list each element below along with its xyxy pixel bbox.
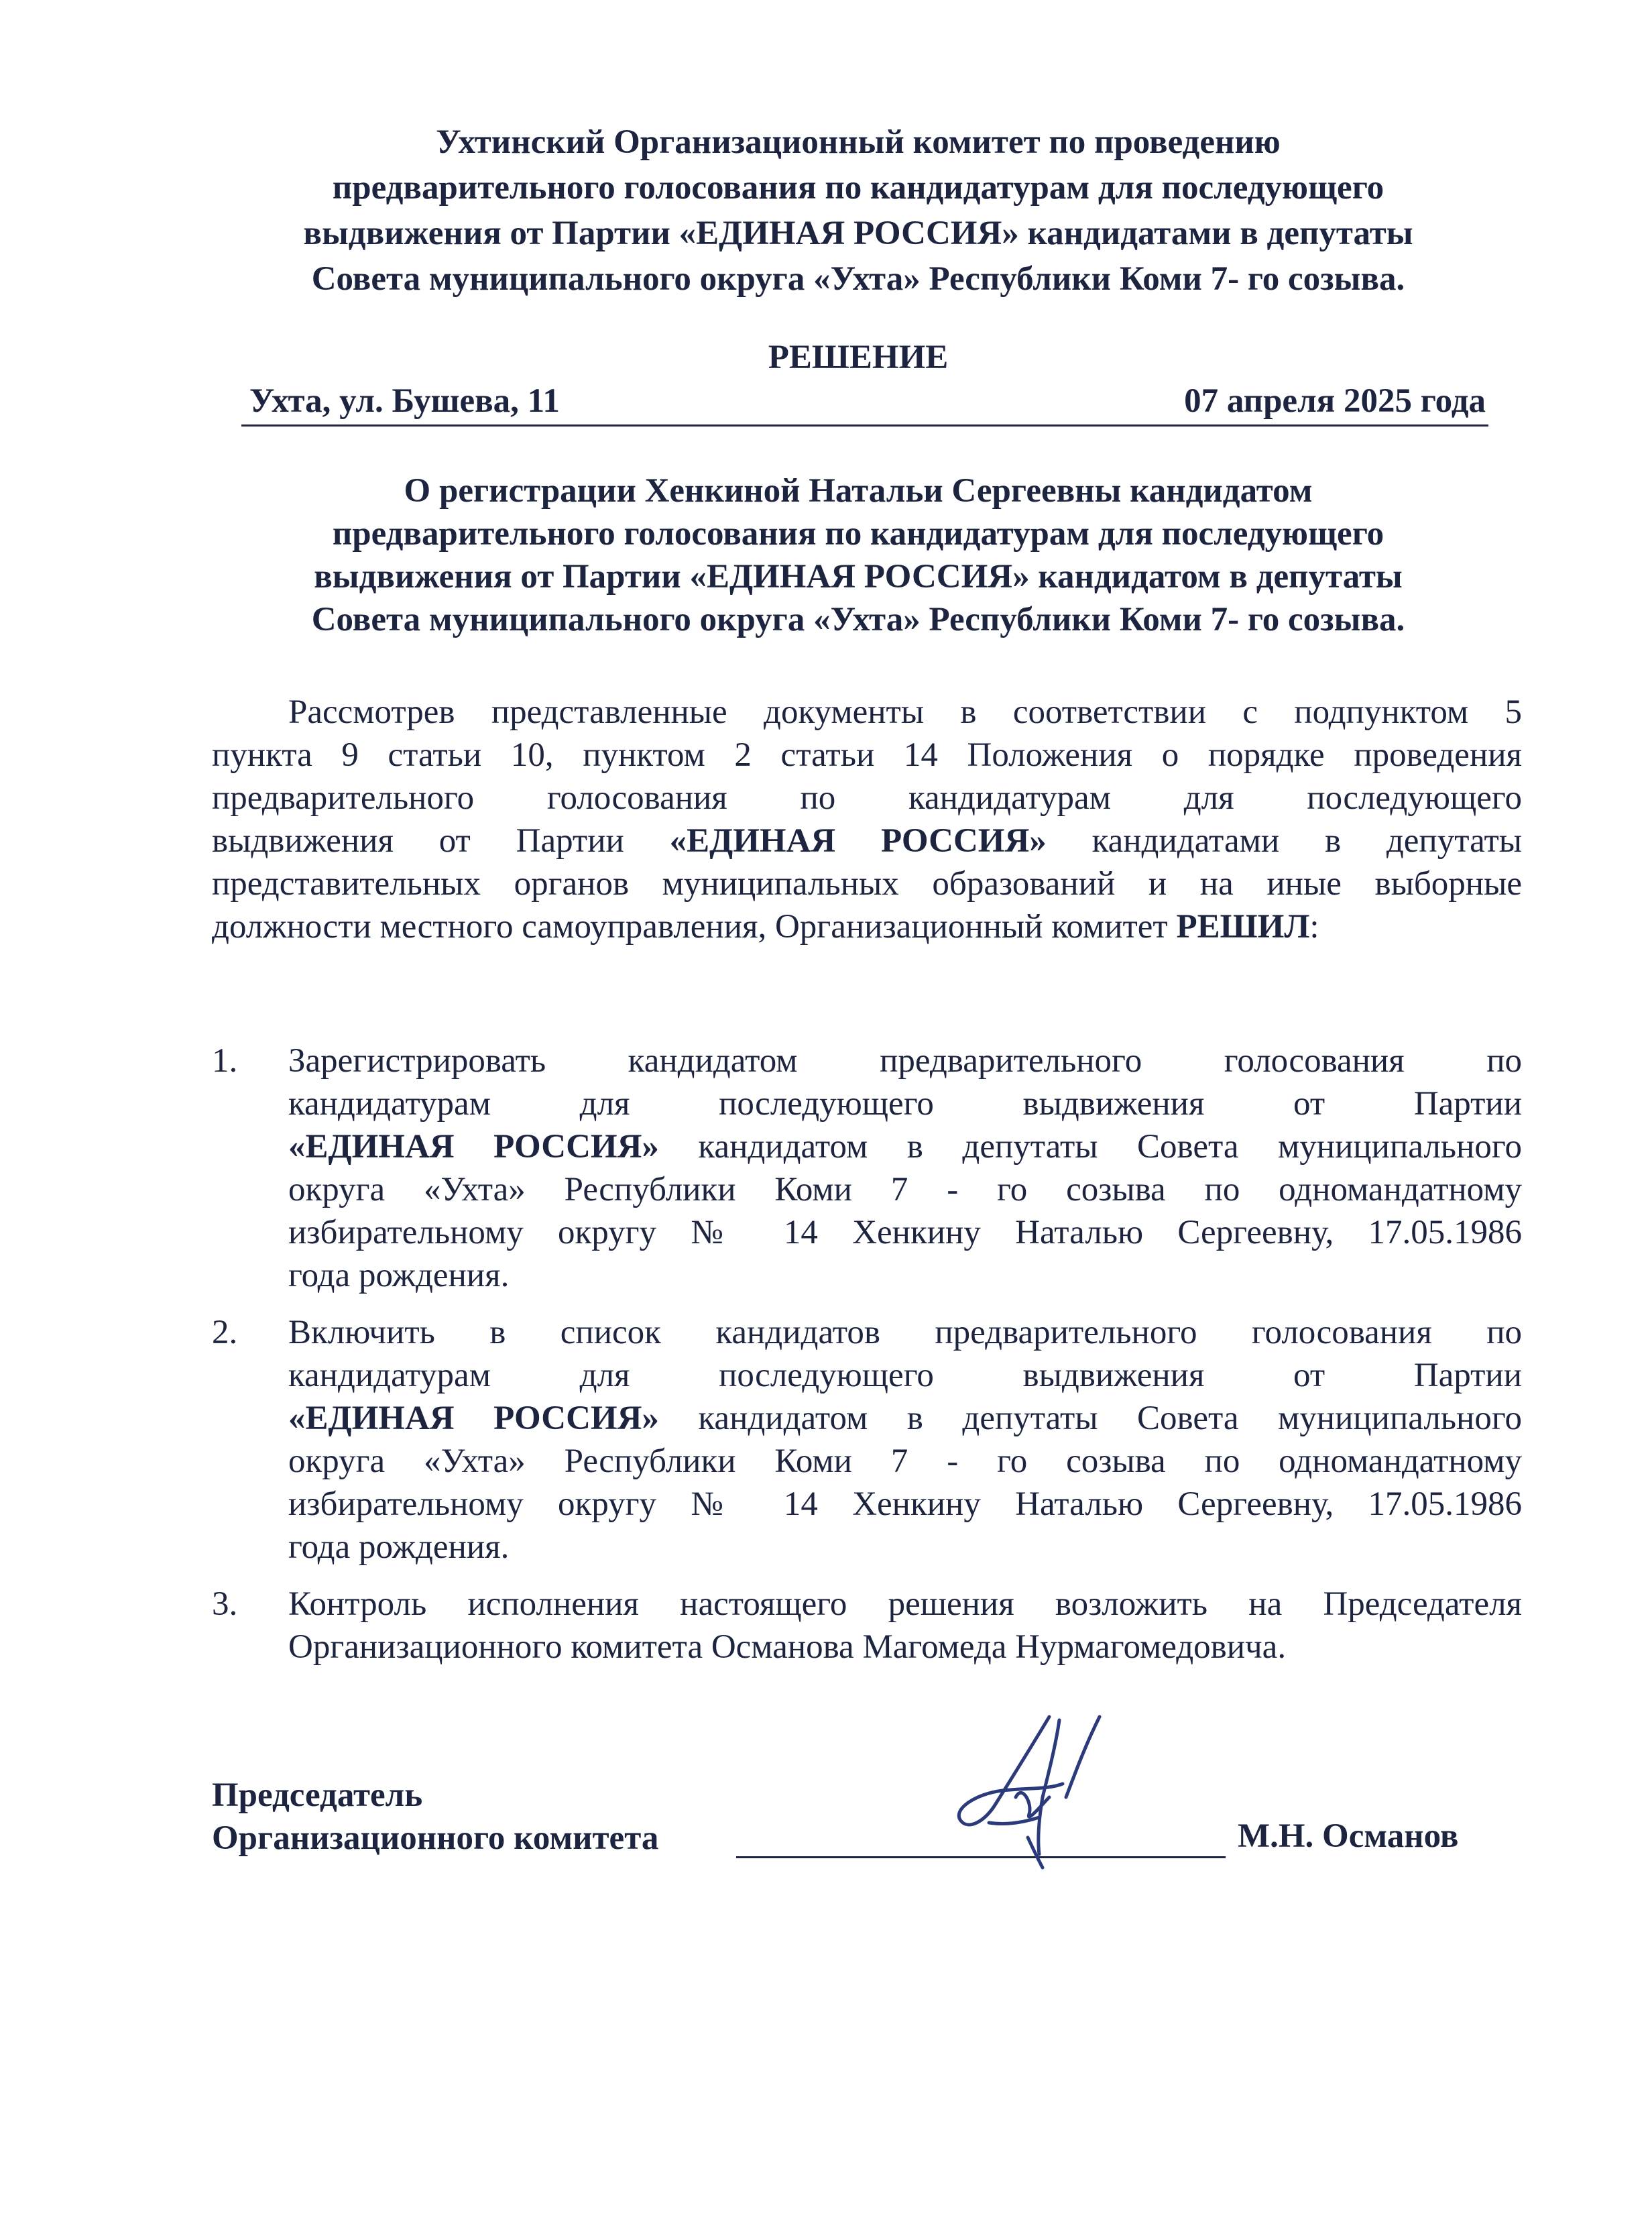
handwritten-signature <box>949 1703 1143 1884</box>
subject-line: предварительного голосования по кандидатурам для последующего <box>332 515 1384 553</box>
item-line: избирательному округу № 14 Хенкину Наталью Сергеевну, 17.05.1986 <box>288 1485 1522 1523</box>
item-line: Включить в список кандидатов предварительного голосования по <box>288 1314 1522 1351</box>
header-line: предварительного голосования по кандидатурам для последующего <box>332 169 1384 207</box>
subject-line: О регистрации Хенкиной Натальи Сергеевны кандидатом <box>404 472 1313 510</box>
signatory-title-line: Организационного комитета <box>212 1819 659 1857</box>
item-line: года рождения. <box>288 1257 510 1294</box>
preamble-line: выдвижения от Партии «ЕДИНАЯ РОССИЯ» кандидатами в депутаты <box>212 822 1522 860</box>
item-line: года рождения. <box>288 1528 510 1566</box>
item-text <box>288 1311 1522 1569</box>
item-line: Контроль исполнения настоящего решения возложить на Председателя <box>288 1585 1522 1623</box>
preamble-line: должности местного самоуправления, Организационный комитет РЕШИЛ: <box>212 908 1319 946</box>
decision-subject <box>201 469 1515 641</box>
decision-date: 07 апреля 2025 года <box>1184 382 1486 420</box>
organization-header <box>201 119 1515 302</box>
header-line: Ухтинский Организационный комитет по проведению <box>436 123 1281 161</box>
item-number: 3. <box>212 1585 238 1623</box>
item-line: кандидатурам для последующего выдвижения от Партии <box>288 1085 1522 1123</box>
preamble-line: представительных органов муниципальных образований и на иные выборные <box>212 865 1522 903</box>
header-line: выдвижения от Партии «ЕДИНАЯ РОССИЯ» кандидатами в депутаты <box>303 215 1413 252</box>
item-line: округа «Ухта» Республики Коми 7 - го созыва по одномандатному <box>288 1442 1522 1480</box>
item-line: «ЕДИНАЯ РОССИЯ» кандидатом в депутаты Совета муниципального <box>288 1128 1522 1166</box>
item-number: 2. <box>212 1314 238 1351</box>
item-line: «ЕДИНАЯ РОССИЯ» кандидатом в депутаты Совета муниципального <box>288 1400 1522 1437</box>
preamble-paragraph <box>212 691 1522 948</box>
item-text <box>288 1583 1522 1668</box>
subject-line: Совета муниципального округа «Ухта» Республики Коми 7- го созыва. <box>311 601 1405 638</box>
signatory-title-line: Председатель <box>212 1776 423 1814</box>
place-date-line <box>241 379 1488 427</box>
decision-place: Ухта, ул. Бушева, 11 <box>249 382 560 420</box>
item-text <box>288 1039 1522 1297</box>
signatory-name: М.Н. Османов <box>1238 1817 1459 1855</box>
header-line: Совета муниципального округа «Ухта» Республики Коми 7- го созыва. <box>311 260 1405 298</box>
item-line: Организационного комитета Османова Магомеда Нурмагомедовича. <box>288 1628 1287 1666</box>
preamble-line: Рассмотрев представленные документы в соответствии с подпунктом 5 <box>288 693 1522 731</box>
decision-title: РЕШЕНИЕ <box>768 339 949 376</box>
item-line: Зарегистрировать кандидатом предварительного голосования по <box>288 1042 1522 1080</box>
preamble-line: пункта 9 статьи 10, пунктом 2 статьи 14 Положения о порядке проведения <box>212 736 1522 774</box>
item-line: округа «Ухта» Республики Коми 7 - го созыва по одномандатному <box>288 1171 1522 1208</box>
item-line: избирательному округу № 14 Хенкину Наталью Сергеевну, 17.05.1986 <box>288 1214 1522 1251</box>
item-line: кандидатурам для последующего выдвижения от Партии <box>288 1357 1522 1394</box>
preamble-line: предварительного голосования по кандидатурам для последующего <box>212 779 1522 817</box>
signatory-title <box>212 1774 658 1860</box>
subject-line: выдвижения от Партии «ЕДИНАЯ РОССИЯ» кандидатом в депутаты <box>314 558 1403 595</box>
item-number: 1. <box>212 1042 238 1080</box>
